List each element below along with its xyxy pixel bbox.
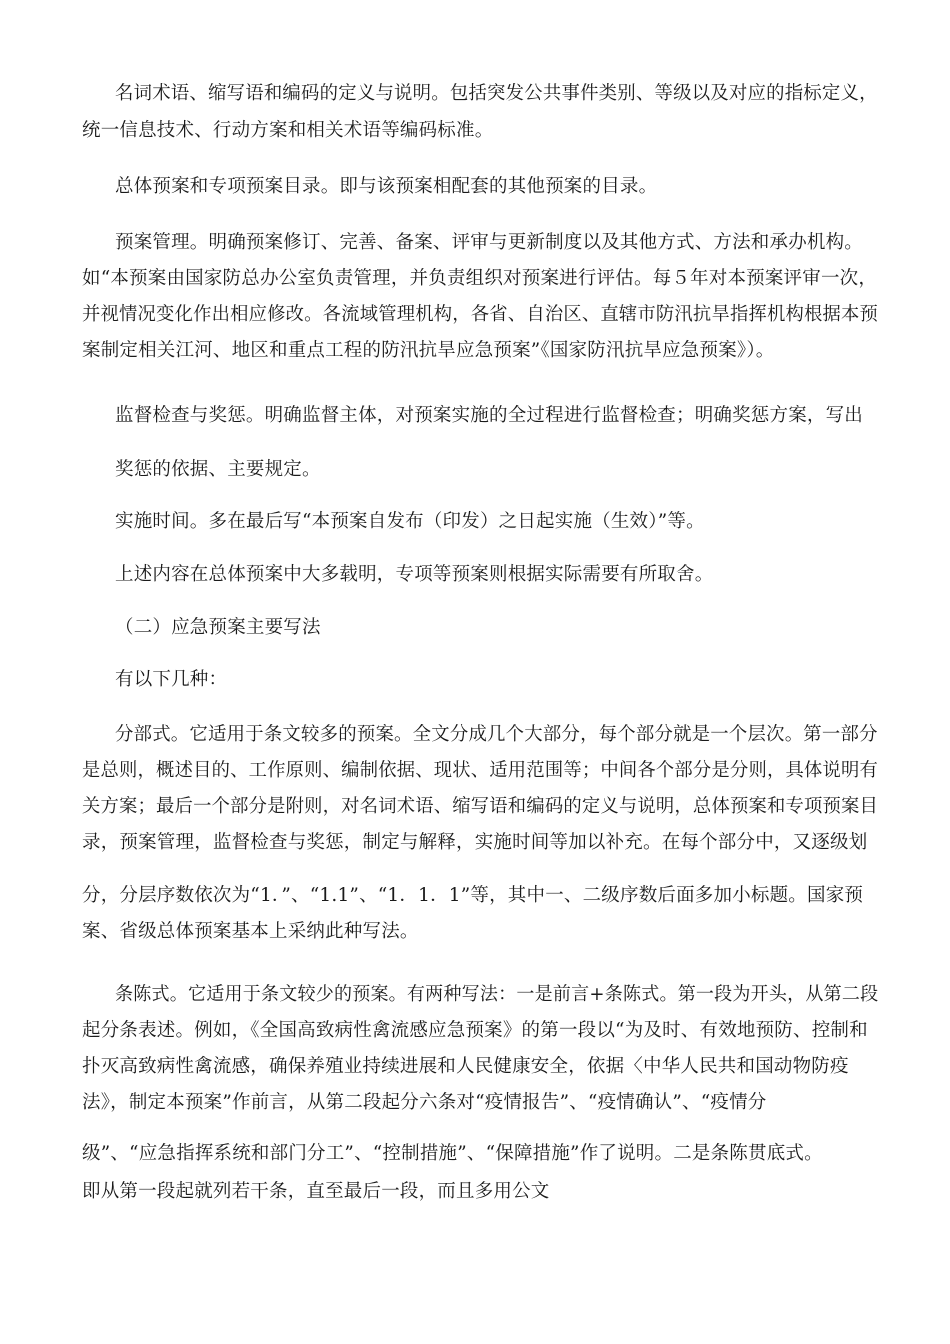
- text-line: 并视情况变化作出相应修改。各流域管理机构，各省、自治区、直辖市防汛抗旱指挥机构根据本预: [82, 304, 879, 325]
- text-line: 即从第一段起就列若干条，直至最后一段，而且多用公文: [82, 1181, 550, 1202]
- text-line: 扑灭高致病性禽流感，确保养殖业持续进展和人民健康安全，依据〈中华人民共和国动物防疫: [82, 1056, 849, 1077]
- text-line: 有以下几种：: [115, 669, 228, 690]
- text-line: 总体预案和专项预案目录。即与该预案相配套的其他预案的目录。: [115, 176, 658, 197]
- text-line: 分，分层序数依次为“1．”、“1.1”、“1．1．1”等，其中一、二级序数后面多加小标题。国家预: [82, 885, 864, 906]
- text-line: 案、省级总体预案基本上采纳此种写法。: [82, 921, 419, 942]
- text-line: 是总则，概述目的、工作原则、编制依据、现状、适用范围等；中间各个部分是分则，具体说明有: [82, 760, 879, 781]
- text-line: 级”、“应急指挥系统和部门分工”、“控制措施”、“保障措施”作了说明。二是条陈贯底式。: [82, 1143, 823, 1164]
- section-heading: （二）应急预案主要写法: [115, 617, 321, 638]
- text-line: 实施时间。多在最后写“本预案自发布（印发）之日起实施（生效）”等。: [115, 511, 705, 532]
- text-line: 案制定相关江河、地区和重点工程的防汛抗旱应急预案”《国家防汛抗旱应急预案》）。: [82, 340, 775, 361]
- text-line: 如“本预案由国家防总办公室负责管理，并负责组织对预案进行评估。每５年对本预案评审一次，: [82, 268, 878, 289]
- text-line: 上述内容在总体预案中大多载明，专项等预案则根据实际需要有所取舍。: [115, 564, 714, 585]
- text-line: 名词术语、缩写语和编码的定义与说明。包括突发公共事件类别、等级以及对应的指标定义，: [115, 83, 878, 104]
- text-line: 分部式。它适用于条文较多的预案。全文分成几个大部分，每个部分就是一个层次。第一部分: [115, 724, 878, 745]
- text-line: 统一信息技术、行动方案和相关术语等编码标准。: [82, 120, 494, 141]
- text-line: 法》，制定本预案”作前言，从第二段起分六条对“疫情报告”、“疫情确认”、“疫情分: [82, 1092, 767, 1113]
- text-line: 录，预案管理，监督检查与奖惩，制定与解释，实施时间等加以补充。在每个部分中，又逐级划: [82, 832, 868, 853]
- text-line: 条陈式。它适用于条文较少的预案。有两种写法：一是前言+条陈式。第一段为开头，从第二段: [115, 984, 879, 1005]
- text-line: 关方案；最后一个部分是附则，对名词术语、缩写语和编码的定义与说明，总体预案和专项预案目: [82, 796, 879, 817]
- text-line: 奖惩的依据、主要规定。: [115, 459, 321, 480]
- text-line: 预案管理。明确预案修订、完善、备案、评审与更新制度以及其他方式、方法和承办机构。: [115, 232, 864, 253]
- text-line: 起分条表述。例如，《全国高致病性禽流感应急预案》的第一段以“为及时、有效地预防、控制和: [82, 1020, 868, 1041]
- text-line: 监督检查与奖惩。明确监督主体，对预案实施的全过程进行监督检查；明确奖惩方案，写出: [115, 405, 864, 426]
